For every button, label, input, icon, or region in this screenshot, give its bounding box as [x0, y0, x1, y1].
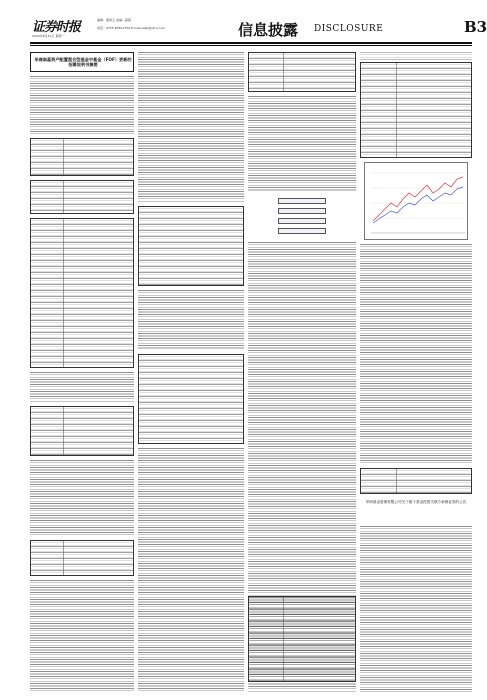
body-text	[138, 52, 244, 202]
newspaper-logo: 证券时报	[32, 20, 81, 35]
flow-chart-box	[278, 228, 326, 234]
body-text	[30, 580, 134, 692]
body-text	[360, 52, 472, 60]
masthead	[32, 16, 487, 40]
asset-table	[30, 180, 134, 214]
header-rule-thick	[30, 42, 472, 44]
body-text	[360, 244, 472, 464]
announcement-title: 华商基金管理有限公司关于旗下基金投资关联方承销证券的公告	[365, 500, 467, 504]
issue-date: 2020年8月21日 星期一	[32, 34, 65, 38]
body-text	[30, 372, 134, 402]
body-text	[30, 460, 134, 536]
column-1	[30, 52, 134, 692]
contact-info: 电话：0755-83501750 E-mail:zqsb@stcn.com	[97, 26, 165, 30]
top-table	[248, 52, 356, 92]
body-text	[138, 448, 244, 692]
manager-table	[30, 218, 134, 368]
article-title-box	[30, 52, 134, 72]
bottom-table	[248, 596, 356, 682]
section-title: 信息披露	[238, 21, 299, 39]
chart-grid	[371, 173, 465, 233]
article-title: 华商南蕊资产配置混合型基金中基金（FOF）更新的招募说明书摘要	[34, 57, 132, 67]
body-text	[30, 76, 134, 134]
page-number: B3	[464, 18, 487, 36]
nav-table	[360, 62, 472, 158]
flow-chart-box	[278, 218, 326, 224]
body-text	[138, 290, 244, 350]
header-rule-thin	[30, 45, 472, 46]
body-text	[360, 526, 472, 692]
flow-chart-box	[278, 198, 326, 204]
section-subtitle: DISCLOSURE	[314, 24, 384, 34]
body-text	[248, 96, 356, 192]
fee-table	[30, 406, 134, 456]
column-4	[360, 52, 472, 692]
fund-list-table	[360, 468, 472, 494]
nav-chart-svg	[365, 163, 469, 241]
editors-credit: 编辑：董春云 美编：翟超	[97, 18, 131, 22]
column-2	[138, 52, 244, 692]
flow-chart-box	[278, 208, 326, 214]
holding-table	[138, 206, 244, 286]
risk-table	[30, 540, 134, 576]
chart-series-b	[373, 187, 463, 223]
fund-info-table	[30, 138, 134, 176]
nav-chart	[364, 162, 468, 240]
performance-table	[138, 354, 244, 444]
